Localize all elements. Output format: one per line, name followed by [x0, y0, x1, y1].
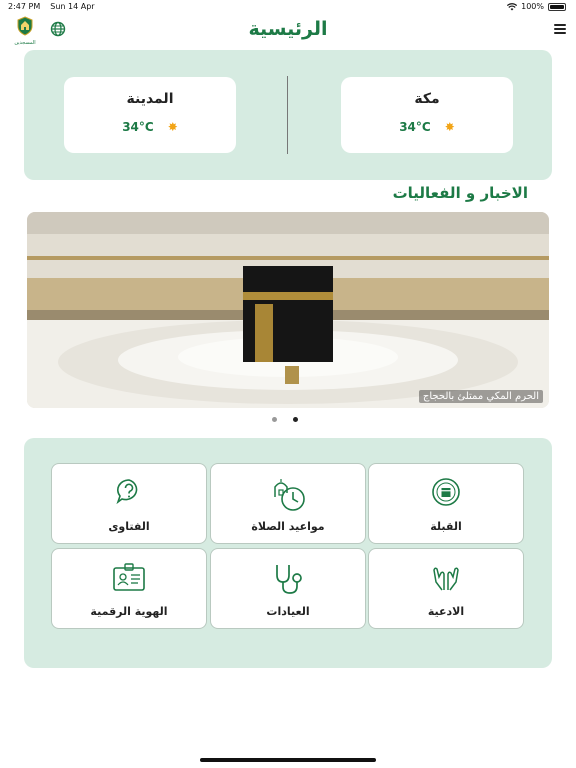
- wifi-icon: [507, 3, 517, 11]
- qibla-compass-icon: [431, 477, 461, 507]
- mosque-clock-icon: [269, 477, 307, 513]
- weather-divider: [287, 76, 288, 154]
- battery-percent: 100%: [521, 2, 544, 11]
- news-section-title: الاخبار و الفعاليات: [392, 184, 528, 202]
- pagination-dot-active[interactable]: [293, 417, 298, 422]
- carousel-pagination: [272, 417, 298, 422]
- question-chat-icon: [115, 477, 143, 505]
- city-name: مكة: [414, 91, 440, 107]
- page-title: الرئيسية: [248, 18, 328, 40]
- battery-icon: [548, 3, 566, 11]
- status-date: Sun 14 Apr: [50, 2, 95, 11]
- pagination-dot[interactable]: [272, 417, 277, 422]
- news-caption: الحرم المكي ممتلئ بالحجاج: [419, 390, 543, 403]
- app-header: [0, 14, 576, 46]
- home-indicator[interactable]: [200, 758, 376, 762]
- weather-card-makkah[interactable]: [341, 77, 513, 153]
- news-carousel[interactable]: [27, 212, 549, 408]
- sun-icon: ✸: [167, 120, 178, 134]
- weather-card-madinah[interactable]: [64, 77, 236, 153]
- service-label: مواعيد الصلاة: [251, 520, 325, 533]
- service-prayer-times[interactable]: [210, 463, 366, 544]
- service-label: الادعية: [427, 605, 465, 618]
- menu-button[interactable]: [554, 24, 566, 34]
- temperature: 34°C: [122, 120, 154, 134]
- service-supplications[interactable]: [368, 548, 524, 629]
- sun-icon: ✸: [444, 120, 455, 134]
- services-panel: [24, 438, 552, 668]
- service-digital-id[interactable]: [51, 548, 207, 629]
- menu-icon-line: [554, 28, 566, 30]
- service-label: الفتاوى: [108, 520, 150, 533]
- kaaba-photo: [27, 212, 549, 408]
- service-label: القبلة: [430, 520, 462, 533]
- service-clinics[interactable]: [210, 548, 366, 629]
- temperature: 34°C: [399, 120, 431, 134]
- logo-label: المسجدين: [14, 40, 36, 46]
- weather-panel: [24, 50, 552, 180]
- menu-icon-line: [554, 24, 566, 26]
- service-label: الهوية الرقمية: [90, 605, 168, 618]
- city-name: المدينة: [126, 91, 174, 107]
- praying-hands-icon: [428, 562, 464, 594]
- status-time: 2:47 PM: [8, 2, 41, 11]
- status-bar: [0, 0, 576, 14]
- service-label: العيادات: [266, 605, 310, 618]
- service-fatawa[interactable]: [51, 463, 207, 544]
- service-qibla[interactable]: [368, 463, 524, 544]
- stethoscope-icon: [271, 562, 305, 596]
- id-card-icon: [112, 562, 146, 592]
- menu-icon-line: [554, 32, 566, 34]
